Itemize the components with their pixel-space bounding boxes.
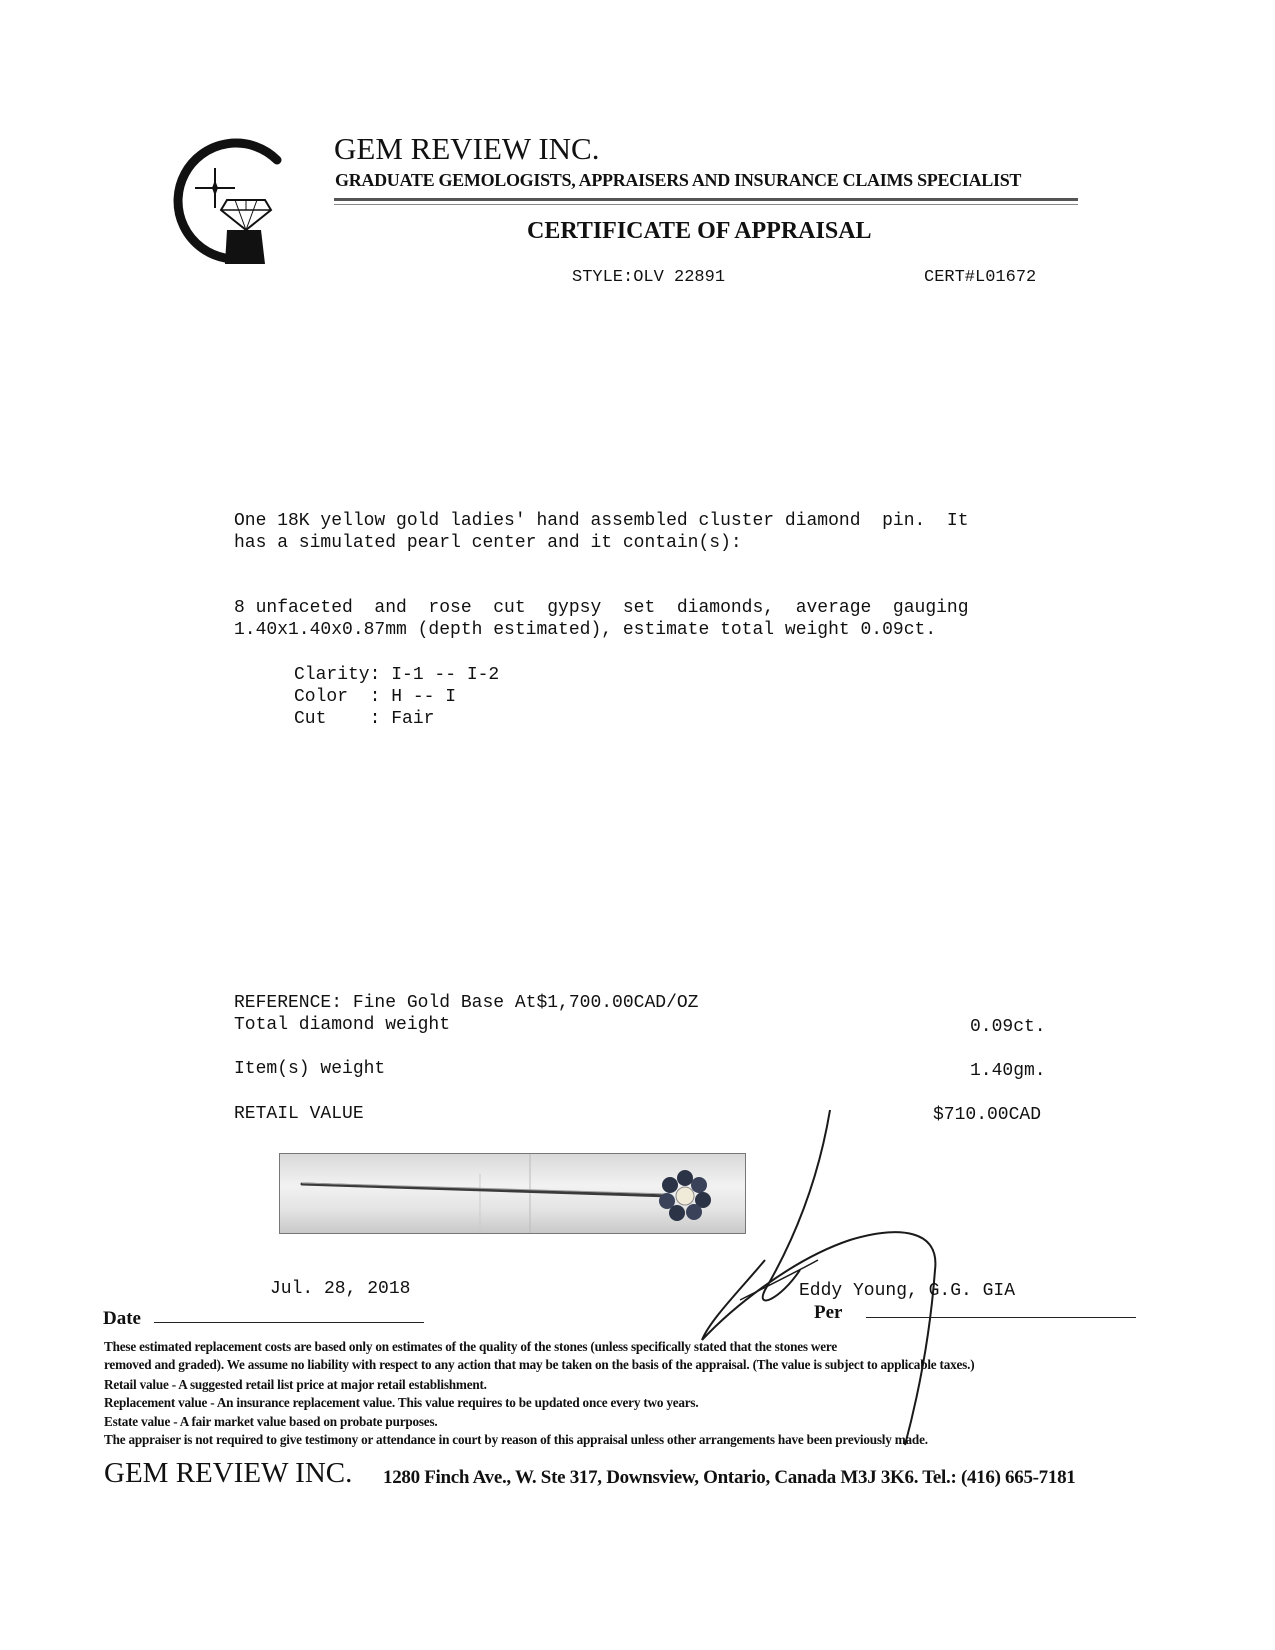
diamond-description: 8 unfaceted and rose cut gypsy set diamonds, average gauging 1.40x1.40x0.87mm (depth estimated), estimate total weight 0.09ct. xyxy=(234,598,969,640)
certificate-number: CERT#L01672 xyxy=(924,268,1037,287)
color-grade: Color : H -- I xyxy=(294,687,457,707)
retail-value-label: RETAIL VALUE xyxy=(234,1104,364,1124)
gold-reference: REFERENCE: Fine Gold Base At$1,700.00CAD/OZ xyxy=(234,993,699,1013)
pin-illustration xyxy=(280,1154,745,1233)
per-label: Per xyxy=(814,1302,843,1323)
disclaimer-line: The appraiser is not required to give testimony or attendance in court by reason of this appraisal unless other arrangements have been previously made. xyxy=(104,1432,928,1447)
company-logo xyxy=(165,138,290,268)
disclaimer-line: Estate value - A fair market value based on probate purposes. xyxy=(104,1414,438,1429)
header-rule xyxy=(334,198,1078,201)
per-line xyxy=(866,1317,1136,1318)
item-weight-label: Item(s) weight xyxy=(234,1059,386,1079)
certificate-title: CERTIFICATE OF APPRAISAL xyxy=(527,218,872,244)
company-tagline: GRADUATE GEMOLOGISTS, APPRAISERS AND INSURANCE CLAIMS SPECIALIST xyxy=(335,170,1022,190)
cut-grade: Cut : Fair xyxy=(294,709,435,729)
date-label: Date xyxy=(103,1308,141,1329)
header-rule-thin xyxy=(334,204,1078,205)
appraiser-name: Eddy Young, G.G. GIA xyxy=(799,1281,1016,1301)
item-photo xyxy=(279,1153,746,1234)
date-line xyxy=(154,1322,424,1323)
total-diamond-weight-value: 0.09ct. xyxy=(970,1017,1046,1037)
style-number: STYLE:OLV 22891 xyxy=(572,268,726,287)
footer-address: 1280 Finch Ave., W. Ste 317, Downsview, Ontario, Canada M3J 3K6. Tel.: (416) 665-7181 xyxy=(383,1467,1076,1488)
retail-value: $710.00CAD xyxy=(933,1105,1042,1125)
disclaimer-line: Replacement value - An insurance replacement value. This value requires to be updated once every two years. xyxy=(104,1395,699,1410)
company-name: GEM REVIEW INC. xyxy=(334,131,600,166)
clarity-grade: Clarity: I-1 -- I-2 xyxy=(294,665,500,685)
disclaimer-line: Retail value - A suggested retail list price at major retail establishment. xyxy=(104,1377,487,1392)
disclaimer-line: These estimated replacement costs are based only on estimates of the quality of the stones (unless specifically stated that the stones were xyxy=(104,1339,837,1354)
item-weight-value: 1.40gm. xyxy=(970,1061,1046,1081)
item-description: One 18K yellow gold ladies' hand assembled cluster diamond pin. It has a simulated pearl center and it contain(s): xyxy=(234,511,969,553)
disclaimer-line: removed and graded). We assume no liability with respect to any action that may be taken on the basis of the appraisal. (The value is subject to applicable taxes.) xyxy=(104,1357,975,1372)
total-diamond-weight-label: Total diamond weight xyxy=(234,1015,451,1035)
footer-company-name: GEM REVIEW INC. xyxy=(104,1457,353,1489)
appraisal-date: Jul. 28, 2018 xyxy=(270,1279,411,1299)
